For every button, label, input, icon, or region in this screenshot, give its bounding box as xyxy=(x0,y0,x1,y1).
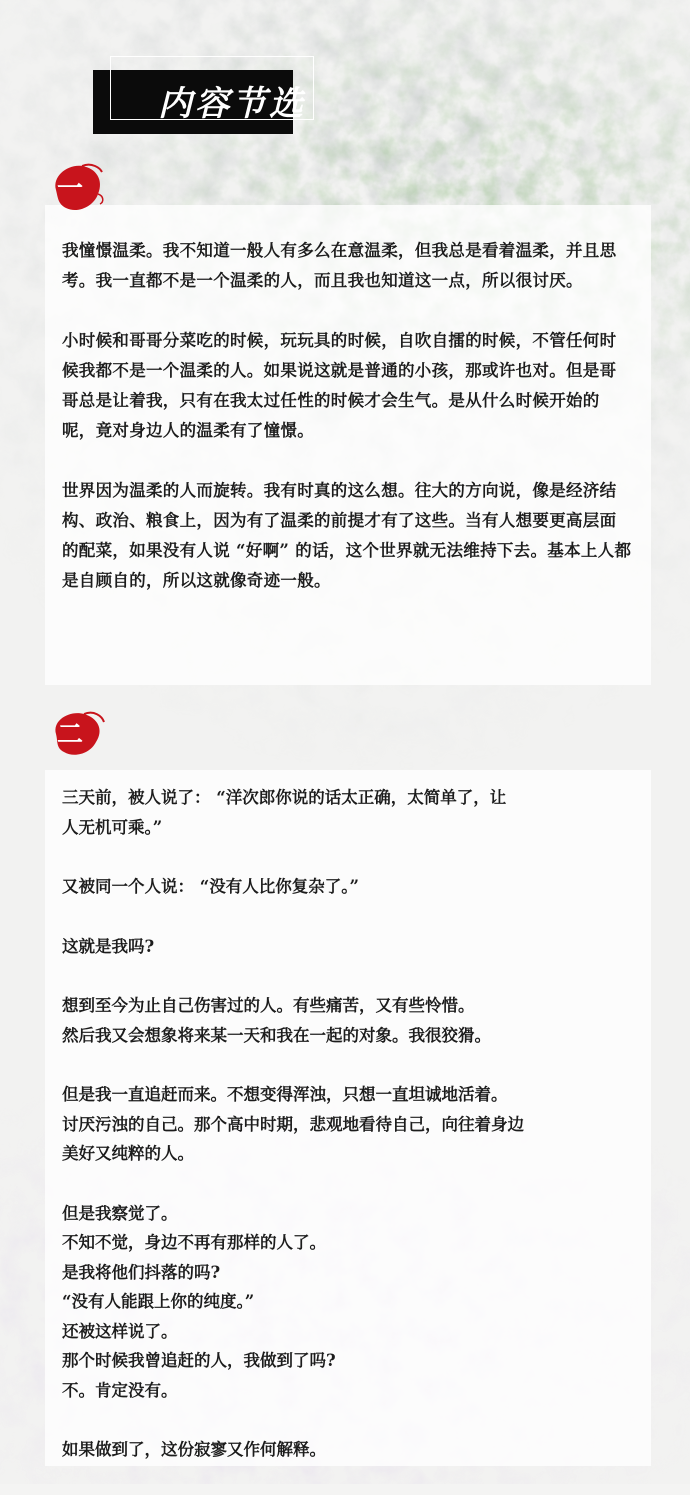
text-block xyxy=(62,991,632,1050)
section-marker-2 xyxy=(48,706,106,764)
text-line: 不知不觉，身边不再有那样的人了。 xyxy=(62,1233,326,1252)
text-line: 是我将他们抖落的吗? xyxy=(62,1262,221,1282)
section-2-content xyxy=(62,783,632,1495)
section-marker-1-label: 一 xyxy=(56,174,83,204)
text-line: 但是我察觉了。 xyxy=(62,1203,178,1223)
page-title: 内容节选 xyxy=(158,84,306,124)
text-block xyxy=(62,872,632,902)
text-line: 还被这样说了。 xyxy=(62,1321,178,1341)
text-block xyxy=(62,1199,632,1406)
text-line: 不。肯定没有。 xyxy=(62,1380,178,1400)
section-marker-2-label: 二 xyxy=(56,720,83,750)
text-line: 讨厌污浊的自己。那个高中时期，悲观地看待自己，向往着身边 xyxy=(62,1114,524,1134)
text-line: 三天前，被人说了： “洋次郎你说的话太正确，太简单了，让 xyxy=(62,788,507,807)
text-line: 但是我一直追赶而来。不想变得浑浊，只想一直坦诚地活着。 xyxy=(62,1085,508,1104)
text-line: 那个时候我曾追赶的人，我做到了吗? xyxy=(62,1351,336,1370)
paragraph: 小时候和哥哥分菜吃的时候，玩玩具的时候，自吹自擂的时候，不管任何时候我都不是一个温柔的人。如果说这就是普通的小孩，那或许也对。但是哥哥总是让着我，只有在我太过任性的时候才会生气。是从什么时候开始的呢，竟对身边人的温柔有了憧憬。 xyxy=(62,331,617,440)
text-line: 想到至今为止自己伤害过的人。有些痛苦，又有些怜惜。 xyxy=(62,996,475,1015)
text-line: 人无机可乘。” xyxy=(62,817,163,837)
text-line: 这就是我吗? xyxy=(62,936,155,956)
text-block xyxy=(62,932,632,962)
text-block xyxy=(62,1435,632,1465)
text-block xyxy=(62,783,632,842)
text-line: “没有人能跟上你的纯度。” xyxy=(62,1292,255,1311)
text-line: 然后我又会想象将来某一天和我在一起的对象。我很狡猾。 xyxy=(62,1025,491,1045)
text-line: 美好又纯粹的人。 xyxy=(62,1144,194,1163)
section-1-content xyxy=(62,236,632,626)
text-line: 如果做到了，这份寂寥又作何解释。 xyxy=(62,1440,326,1459)
section-marker-1 xyxy=(48,160,106,218)
paragraph: 我憧憬温柔。我不知道一般人有多么在意温柔，但我总是看着温柔，并且思考。我一直都不是一个温柔的人，而且我也知道这一点，所以很讨厌。 xyxy=(62,241,617,290)
text-line: 又被同一个人说： “没有人比你复杂了。” xyxy=(62,877,359,896)
paragraph: 世界因为温柔的人而旋转。我有时真的这么想。往大的方向说，像是经济结构、政治、粮食上，因为有了温柔的前提才有了这些。当有人想要更高层面的配菜，如果没有人说 “好啊” 的话，这个世界就无法维持下去。基本上人都是自顾自的，所以这就像奇迹一般。 xyxy=(62,481,632,590)
text-block xyxy=(62,1080,632,1169)
